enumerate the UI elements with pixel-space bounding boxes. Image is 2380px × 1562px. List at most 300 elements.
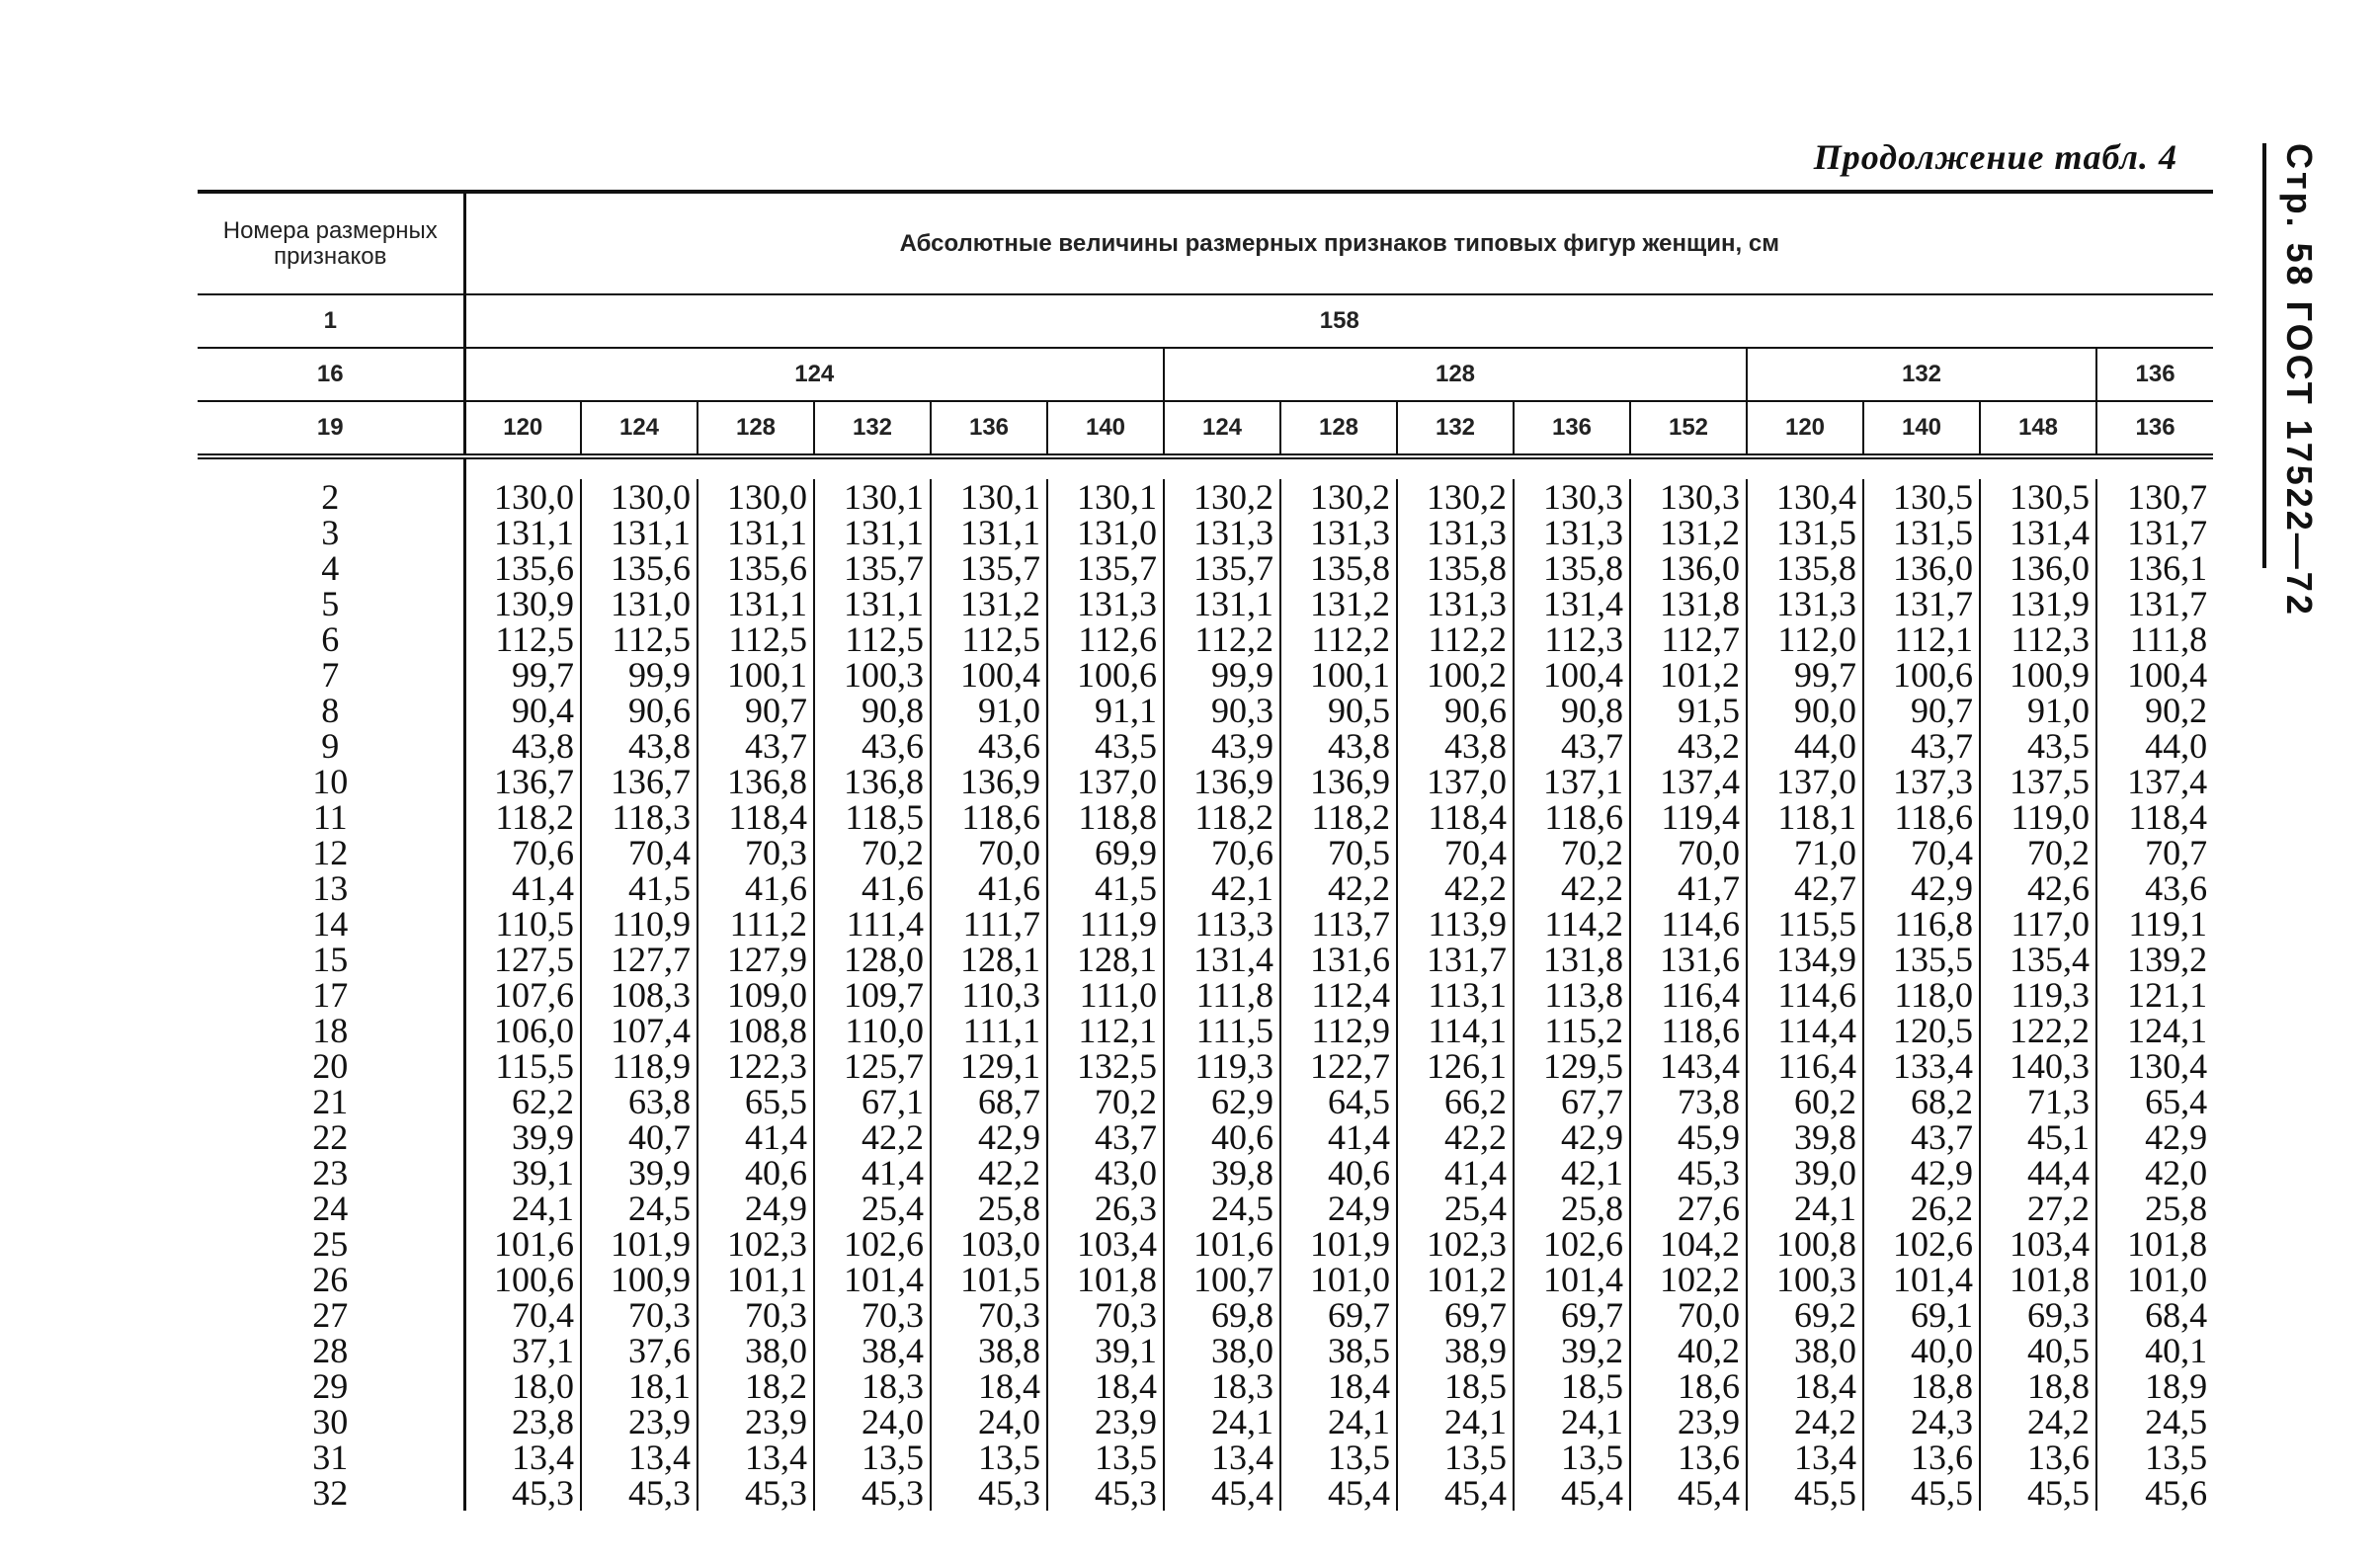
table-row — [198, 1155, 2213, 1191]
table-cell: 100,1 — [1280, 657, 1397, 693]
table-cell: 118,0 — [1863, 977, 1980, 1013]
table-cell: 130,3 — [1630, 479, 1747, 515]
row1-label: 1 — [198, 294, 464, 348]
table-cell: 100,2 — [1397, 657, 1514, 693]
row19-value: 124 — [1164, 401, 1280, 456]
table-cell: 131,2 — [931, 586, 1047, 621]
feature-number: 26 — [312, 1260, 349, 1299]
table-cell: 62,9 — [1164, 1084, 1280, 1119]
table-cell: 18,4 — [931, 1368, 1047, 1404]
table-cell: 25,4 — [814, 1191, 931, 1226]
table-cell: 13,5 — [1514, 1439, 1630, 1475]
table-cell: 38,5 — [1280, 1333, 1397, 1368]
table-cell: 39,1 — [464, 1155, 581, 1191]
table-cell: 13,5 — [1280, 1439, 1397, 1475]
table-cell: 91,5 — [1630, 693, 1747, 728]
table-cell: 113,8 — [1514, 977, 1630, 1013]
table-cell: 111,8 — [2096, 621, 2213, 657]
table-cell: 24,1 — [1514, 1404, 1630, 1439]
table-cell: 69,8 — [1164, 1297, 1280, 1333]
table-cell: 113,1 — [1397, 977, 1514, 1013]
table-cell: 60,2 — [1747, 1084, 1863, 1119]
table-cell: 43,5 — [1980, 728, 2096, 764]
table-cell: 101,0 — [1280, 1262, 1397, 1297]
table-cell: 118,8 — [1047, 799, 1164, 835]
table-cell: 73,8 — [1630, 1084, 1747, 1119]
table-cell: 23,9 — [1630, 1404, 1747, 1439]
row19-value: 148 — [1980, 401, 2096, 456]
table-cell: 101,4 — [814, 1262, 931, 1297]
table-cell: 100,6 — [1863, 657, 1980, 693]
table-cell: 45,4 — [1514, 1475, 1630, 1511]
table-cell: 71,3 — [1980, 1084, 2096, 1119]
row1-value: 158 — [1319, 307, 1359, 334]
table-row — [198, 1226, 2213, 1262]
table-cell: 63,8 — [581, 1084, 698, 1119]
row19-value: 132 — [814, 401, 931, 456]
table-row — [198, 977, 2213, 1013]
table-cell: 41,4 — [698, 1119, 814, 1155]
table-cell: 24,5 — [2096, 1404, 2213, 1439]
table-cell: 38,4 — [814, 1333, 931, 1368]
table-cell: 137,0 — [1397, 764, 1514, 799]
table-cell: 70,4 — [1863, 835, 1980, 870]
table-cell: 100,4 — [1514, 657, 1630, 693]
table-cell: 13,6 — [1980, 1439, 2096, 1475]
table-cell: 109,0 — [698, 977, 814, 1013]
table-cell: 41,4 — [1280, 1119, 1397, 1155]
table-cell: 13,5 — [814, 1439, 931, 1475]
table-cell: 121,1 — [2096, 977, 2213, 1013]
table-row — [198, 1191, 2213, 1226]
table-cell: 111,9 — [1047, 906, 1164, 942]
table-cell: 130,0 — [581, 479, 698, 515]
feature-number: 7 — [321, 655, 340, 695]
table-cell: 13,5 — [1397, 1439, 1514, 1475]
feature-number: 6 — [321, 619, 340, 659]
table-cell: 136,1 — [2096, 550, 2213, 586]
table-cell: 43,8 — [1397, 728, 1514, 764]
table-cell: 130,1 — [814, 479, 931, 515]
table-cell: 131,8 — [1630, 586, 1747, 621]
table-cell: 135,4 — [1980, 942, 2096, 977]
feature-number: 29 — [312, 1366, 349, 1406]
table-cell: 43,7 — [1863, 1119, 1980, 1155]
table-cell: 119,1 — [2096, 906, 2213, 942]
table-cell: 118,6 — [1863, 799, 1980, 835]
table-cell: 131,4 — [1164, 942, 1280, 977]
table-cell: 45,5 — [1863, 1475, 1980, 1511]
table-cell: 13,4 — [464, 1439, 581, 1475]
table-cell: 114,2 — [1514, 906, 1630, 942]
table-cell: 137,3 — [1863, 764, 1980, 799]
table-cell: 131,4 — [1514, 586, 1630, 621]
table-cell: 24,9 — [1280, 1191, 1397, 1226]
table-cell: 45,6 — [2096, 1475, 2213, 1511]
table-cell: 130,1 — [931, 479, 1047, 515]
table-row — [198, 1333, 2213, 1368]
table-cell: 69,7 — [1397, 1297, 1514, 1333]
table-cell: 43,8 — [581, 728, 698, 764]
feature-number: 27 — [312, 1295, 349, 1335]
table-cell: 112,5 — [931, 621, 1047, 657]
table-cell: 18,3 — [1164, 1368, 1280, 1404]
table-cell: 25,8 — [2096, 1191, 2213, 1226]
table-cell: 131,1 — [464, 515, 581, 550]
table-cell: 116,4 — [1630, 977, 1747, 1013]
table-cell: 69,2 — [1747, 1297, 1863, 1333]
table-cell: 131,2 — [1630, 515, 1747, 550]
row19-value: 120 — [464, 401, 581, 456]
table-cell: 112,1 — [1863, 621, 1980, 657]
table-cell: 38,9 — [1397, 1333, 1514, 1368]
row16-group-3: 132 — [1747, 348, 2096, 401]
table-cell: 90,0 — [1747, 693, 1863, 728]
row19-value: 128 — [1280, 401, 1397, 456]
table-cell: 107,4 — [581, 1013, 698, 1048]
table-cell: 18,5 — [1397, 1368, 1514, 1404]
table-cell: 116,8 — [1863, 906, 1980, 942]
table-cell: 131,1 — [698, 515, 814, 550]
feature-number: 31 — [312, 1438, 349, 1477]
table-cell: 62,2 — [464, 1084, 581, 1119]
table-row — [198, 1084, 2213, 1119]
table-cell: 104,2 — [1630, 1226, 1747, 1262]
table-cell: 45,3 — [698, 1475, 814, 1511]
table-cell: 45,3 — [581, 1475, 698, 1511]
table-cell: 39,9 — [464, 1119, 581, 1155]
table-cell: 114,6 — [1630, 906, 1747, 942]
table-row — [198, 1048, 2213, 1084]
row16-group-1: 124 — [794, 361, 835, 387]
table-cell: 108,3 — [581, 977, 698, 1013]
table-cell: 39,0 — [1747, 1155, 1863, 1191]
table-cell: 45,5 — [1980, 1475, 2096, 1511]
table-cell: 131,1 — [814, 586, 931, 621]
table-cell: 24,0 — [931, 1404, 1047, 1439]
table-cell: 45,5 — [1747, 1475, 1863, 1511]
table-cell: 119,3 — [1164, 1048, 1280, 1084]
table-cell: 136,0 — [1630, 550, 1747, 586]
table-cell: 120,5 — [1863, 1013, 1980, 1048]
table-cell: 112,2 — [1397, 621, 1514, 657]
table-cell: 41,7 — [1630, 870, 1747, 906]
table-cell: 137,5 — [1980, 764, 2096, 799]
table-cell: 24,1 — [1164, 1404, 1280, 1439]
table-cell: 45,3 — [931, 1475, 1047, 1511]
table-cell: 26,2 — [1863, 1191, 1980, 1226]
table-cell: 119,3 — [1980, 977, 2096, 1013]
table-cell: 112,5 — [698, 621, 814, 657]
table-cell: 100,9 — [581, 1262, 698, 1297]
table-cell: 40,6 — [698, 1155, 814, 1191]
table-cell: 100,6 — [1047, 657, 1164, 693]
table-cell: 130,4 — [2096, 1048, 2213, 1084]
table-cell: 131,2 — [1280, 586, 1397, 621]
table-cell: 18,8 — [1980, 1368, 2096, 1404]
table-cell: 113,7 — [1280, 906, 1397, 942]
table-cell: 27,6 — [1630, 1191, 1747, 1226]
table-cell: 140,3 — [1980, 1048, 2096, 1084]
table-cell: 122,3 — [698, 1048, 814, 1084]
table-cell: 43,7 — [1863, 728, 1980, 764]
table-row — [198, 657, 2213, 693]
table-cell: 41,6 — [931, 870, 1047, 906]
table-cell: 18,4 — [1280, 1368, 1397, 1404]
table-cell: 119,4 — [1630, 799, 1747, 835]
table-cell: 114,6 — [1747, 977, 1863, 1013]
table-cell: 131,5 — [1863, 515, 1980, 550]
table-cell: 122,2 — [1980, 1013, 2096, 1048]
table-row — [198, 728, 2213, 764]
table-cell: 40,6 — [1164, 1119, 1280, 1155]
table-cell: 42,9 — [931, 1119, 1047, 1155]
feature-number: 10 — [312, 762, 349, 801]
table-cell: 68,4 — [2096, 1297, 2213, 1333]
table-cell: 90,7 — [1863, 693, 1980, 728]
left-header: Номера размерных признаков — [198, 192, 464, 294]
table-cell: 70,5 — [1280, 835, 1397, 870]
table-cell: 127,5 — [464, 942, 581, 977]
table-cell: 70,4 — [1397, 835, 1514, 870]
table-row — [198, 799, 2213, 835]
table-cell: 90,7 — [698, 693, 814, 728]
table-cell: 41,6 — [698, 870, 814, 906]
table-cell: 43,6 — [814, 728, 931, 764]
table-cell: 115,5 — [1747, 906, 1863, 942]
table-row — [198, 764, 2213, 799]
table-cell: 102,3 — [1397, 1226, 1514, 1262]
table-cell: 130,9 — [464, 586, 581, 621]
side-label-box — [2272, 143, 2320, 617]
table-cell: 70,3 — [1047, 1297, 1164, 1333]
table-cell: 18,8 — [1863, 1368, 1980, 1404]
table-cell: 69,3 — [1980, 1297, 2096, 1333]
table-cell: 100,4 — [2096, 657, 2213, 693]
table-cell: 37,1 — [464, 1333, 581, 1368]
table-cell: 131,5 — [1747, 515, 1863, 550]
table-cell: 13,4 — [1747, 1439, 1863, 1475]
table-cell: 127,7 — [581, 942, 698, 977]
table-cell: 135,8 — [1514, 550, 1630, 586]
table-cell: 99,7 — [464, 657, 581, 693]
feature-number: 4 — [321, 548, 340, 588]
row16-group-2: 128 — [1164, 348, 1747, 401]
table-cell: 135,5 — [1863, 942, 1980, 977]
table-cell: 118,4 — [2096, 799, 2213, 835]
table-row — [198, 621, 2213, 657]
table-cell: 42,7 — [1747, 870, 1863, 906]
table-cell: 135,8 — [1747, 550, 1863, 586]
table-cell: 118,9 — [581, 1048, 698, 1084]
table-cell: 108,8 — [698, 1013, 814, 1048]
table-cell: 137,0 — [1747, 764, 1863, 799]
table-cell: 131,3 — [1397, 515, 1514, 550]
table-cell: 130,0 — [464, 479, 581, 515]
table-cell: 38,0 — [1747, 1333, 1863, 1368]
table-cell: 13,6 — [1630, 1439, 1747, 1475]
table-cell: 131,3 — [1164, 515, 1280, 550]
table-cell: 71,0 — [1747, 835, 1863, 870]
table-cell: 70,6 — [1164, 835, 1280, 870]
table-cell: 135,8 — [1280, 550, 1397, 586]
table-cell: 45,3 — [814, 1475, 931, 1511]
table-cell: 42,2 — [1397, 1119, 1514, 1155]
table-row — [198, 870, 2213, 906]
table-cell: 69,7 — [1280, 1297, 1397, 1333]
table-cell: 136,9 — [1280, 764, 1397, 799]
data-table-container — [198, 190, 2213, 1511]
table-row — [198, 942, 2213, 977]
table-cell: 65,4 — [2096, 1084, 2213, 1119]
table-cell: 134,9 — [1747, 942, 1863, 977]
table-cell: 103,4 — [1980, 1226, 2096, 1262]
table-cell: 70,4 — [464, 1297, 581, 1333]
table-cell: 118,5 — [814, 799, 931, 835]
table-row — [198, 550, 2213, 586]
table-cell: 64,5 — [1280, 1084, 1397, 1119]
table-cell: 24,1 — [464, 1191, 581, 1226]
table-row — [198, 1439, 2213, 1475]
table-cell: 112,2 — [1164, 621, 1280, 657]
table-cell: 18,4 — [1047, 1368, 1164, 1404]
table-cell: 24,2 — [1747, 1404, 1863, 1439]
table-cell: 114,1 — [1397, 1013, 1514, 1048]
table-cell: 13,6 — [1863, 1439, 1980, 1475]
page-side-label: Стр. 58 ГОСТ 17522—72 — [2279, 143, 2320, 617]
row19-value: 136 — [1514, 401, 1630, 456]
feature-number: 18 — [312, 1011, 349, 1050]
table-cell: 68,7 — [931, 1084, 1047, 1119]
feature-number: 5 — [321, 584, 340, 623]
table-cell: 99,7 — [1747, 657, 1863, 693]
row19-value: 136 — [931, 401, 1047, 456]
table-cell: 26,3 — [1047, 1191, 1164, 1226]
table-cell: 27,2 — [1980, 1191, 2096, 1226]
table-cell: 41,4 — [814, 1155, 931, 1191]
table-cell: 111,4 — [814, 906, 931, 942]
table-cell: 131,1 — [1164, 586, 1280, 621]
table-cell: 110,9 — [581, 906, 698, 942]
table-cell: 91,0 — [1980, 693, 2096, 728]
table-cell: 70,7 — [2096, 835, 2213, 870]
feature-number: 21 — [312, 1082, 349, 1121]
feature-number: 28 — [312, 1331, 349, 1370]
feature-number: 32 — [312, 1473, 349, 1513]
table-cell: 110,3 — [931, 977, 1047, 1013]
table-cell: 25,8 — [931, 1191, 1047, 1226]
row19-value: 120 — [1747, 401, 1863, 456]
table-cell: 18,3 — [814, 1368, 931, 1404]
table-cell: 39,8 — [1164, 1155, 1280, 1191]
table-cell: 69,7 — [1514, 1297, 1630, 1333]
table-cell: 136,8 — [698, 764, 814, 799]
table-cell: 124,1 — [2096, 1013, 2213, 1048]
table-cell: 118,2 — [1164, 799, 1280, 835]
table-cell: 42,9 — [1863, 870, 1980, 906]
table-cell: 40,2 — [1630, 1333, 1747, 1368]
table-cell: 24,0 — [814, 1404, 931, 1439]
table-cell: 70,2 — [1047, 1084, 1164, 1119]
feature-number: 8 — [321, 691, 340, 730]
table-cell: 24,3 — [1863, 1404, 1980, 1439]
table-cell: 101,4 — [1863, 1262, 1980, 1297]
table-cell: 133,4 — [1863, 1048, 1980, 1084]
table-row — [198, 1013, 2213, 1048]
table-cell: 44,0 — [2096, 728, 2213, 764]
table-cell: 67,1 — [814, 1084, 931, 1119]
table-cell: 130,7 — [2096, 479, 2213, 515]
table-cell: 39,1 — [1047, 1333, 1164, 1368]
table-cell: 118,4 — [1397, 799, 1514, 835]
table-row — [198, 835, 2213, 870]
table-cell: 45,3 — [1630, 1155, 1747, 1191]
table-cell: 135,6 — [698, 550, 814, 586]
table-cell: 113,3 — [1164, 906, 1280, 942]
table-cell: 132,5 — [1047, 1048, 1164, 1084]
table-cell: 136,8 — [814, 764, 931, 799]
table-body — [198, 456, 2213, 1511]
feature-number: 9 — [321, 726, 340, 766]
table-cell: 43,8 — [1280, 728, 1397, 764]
table-cell: 112,5 — [581, 621, 698, 657]
table-cell: 103,0 — [931, 1226, 1047, 1262]
row19-value: 152 — [1630, 401, 1747, 456]
table-cell: 112,2 — [1280, 621, 1397, 657]
table-cell: 127,9 — [698, 942, 814, 977]
table-cell: 101,2 — [1630, 657, 1747, 693]
table-cell: 41,5 — [581, 870, 698, 906]
table-cell: 100,4 — [931, 657, 1047, 693]
table-cell: 39,2 — [1514, 1333, 1630, 1368]
table-cell: 101,4 — [1514, 1262, 1630, 1297]
table-cell: 109,7 — [814, 977, 931, 1013]
table-cell: 136,7 — [581, 764, 698, 799]
row19-label: 19 — [198, 401, 464, 456]
table-row — [198, 1297, 2213, 1333]
table-cell: 70,3 — [814, 1297, 931, 1333]
table-cell: 43,6 — [2096, 870, 2213, 906]
table-cell: 111,8 — [1164, 977, 1280, 1013]
table-cell: 101,2 — [1397, 1262, 1514, 1297]
table-cell: 131,3 — [1397, 586, 1514, 621]
table-cell: 70,2 — [814, 835, 931, 870]
table-cell: 135,7 — [931, 550, 1047, 586]
feature-number: 20 — [312, 1046, 349, 1086]
table-cell: 118,6 — [1630, 1013, 1747, 1048]
table-cell: 38,0 — [1164, 1333, 1280, 1368]
feature-number: 12 — [312, 833, 349, 872]
table-row — [198, 1368, 2213, 1404]
table-cell: 37,6 — [581, 1333, 698, 1368]
table-cell: 118,4 — [698, 799, 814, 835]
table-cell: 18,2 — [698, 1368, 814, 1404]
table-row — [198, 1404, 2213, 1439]
table-cell: 131,7 — [2096, 515, 2213, 550]
table-cell: 131,4 — [1980, 515, 2096, 550]
table-cell: 43,7 — [1047, 1119, 1164, 1155]
table-cell: 24,1 — [1280, 1404, 1397, 1439]
data-table — [198, 190, 2213, 1511]
table-cell: 24,1 — [1397, 1404, 1514, 1439]
table-cell: 38,8 — [931, 1333, 1047, 1368]
table-cell: 112,5 — [814, 621, 931, 657]
table-cell: 112,4 — [1280, 977, 1397, 1013]
main-header: Абсолютные величины размерных признаков типовых фигур женщин, см — [899, 229, 1779, 257]
table-cell: 119,0 — [1980, 799, 2096, 835]
table-cell: 117,0 — [1980, 906, 2096, 942]
table-cell: 41,4 — [1397, 1155, 1514, 1191]
